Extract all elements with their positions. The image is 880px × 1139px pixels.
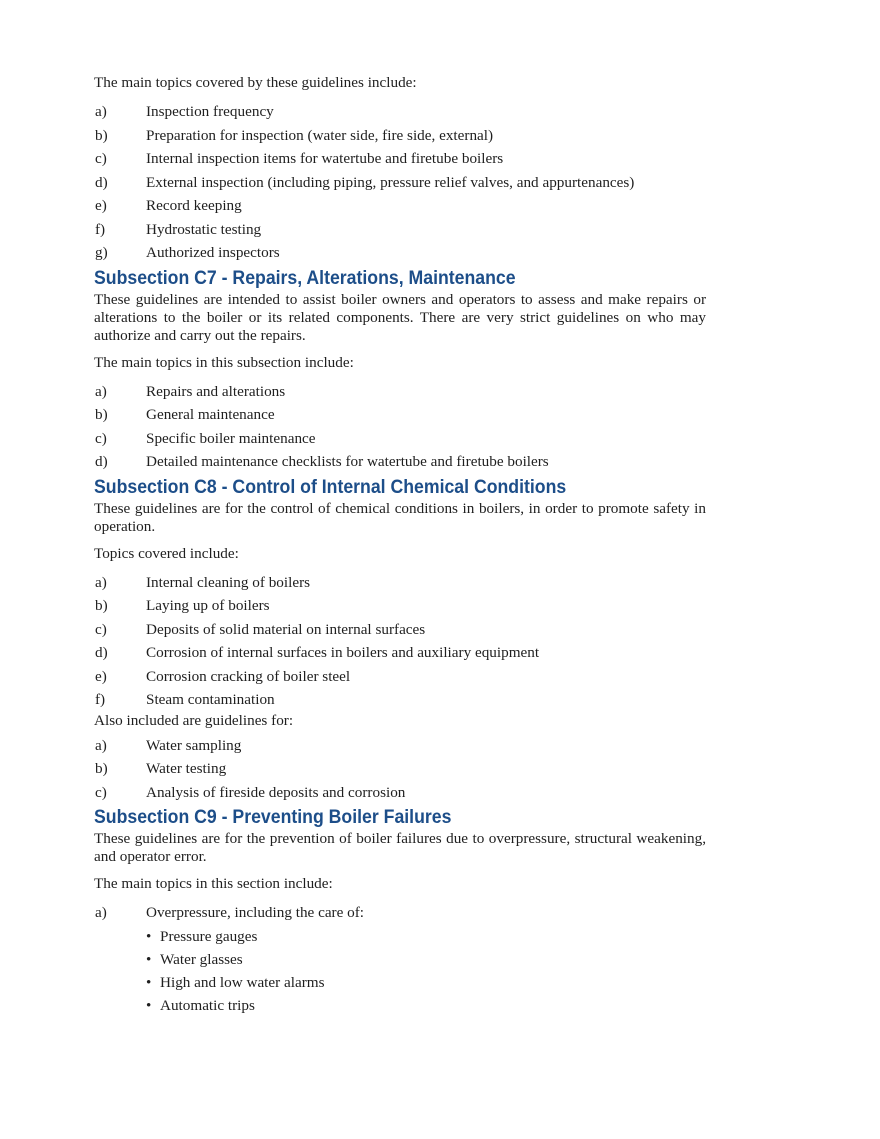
list-item [94,734,706,758]
list-item [94,901,706,925]
list-item [94,147,706,171]
list-marker: f) [95,220,106,238]
list-item [94,571,706,595]
list-item-text: Internal inspection items for watertube and firetube boilers [146,150,504,167]
list-item-text: Overpressure, including the care of: [146,904,365,921]
list-marker: c) [95,429,107,447]
list-marker: b) [95,406,108,423]
list-marker: c) [95,783,107,801]
list-item [94,194,706,218]
list-marker: a) [95,736,107,754]
c7-paragraph: These guidelines are intended to assist boiler owners and operators to assess and make repairs or alterations to the boiler or its related components. There are very strict guidelines on who may authorize and carry out the repairs. [94,290,706,344]
list-marker: e) [95,197,107,214]
list-marker: a) [95,103,107,120]
list-item [94,241,706,265]
list-item-text: Inspection frequency [146,103,274,120]
list-item-text: Detailed maintenance checklists for watertube and firetube boilers [146,453,549,470]
list-item-text: Specific boiler maintenance [146,429,316,447]
list-marker: a) [95,573,107,591]
list-item-text: External inspection (including piping, pressure relief valves, and appurtenances) [146,173,635,191]
bullet-item-text: Automatic trips [160,996,255,1014]
list-item-text: Preparation for inspection (water side, fire side, external) [146,126,494,144]
c8-also-intro: Also included are guidelines for: [94,711,294,729]
c8-also-list [94,734,706,805]
c7-topic-list [94,380,706,474]
list-item-text: Internal cleaning of boilers [146,573,311,591]
bullet-item [146,948,706,971]
page-content [94,74,706,1017]
list-item [94,757,706,781]
list-item [94,641,706,665]
c6-topic-list [94,100,706,265]
list-item-text: Deposits of solid material on internal surfaces [146,620,426,638]
list-item [94,403,706,427]
c7-heading: Subsection C7 - Repairs, Alterations, Maintenance [94,267,516,289]
list-item-text: Analysis of fireside deposits and corrosion [146,783,406,801]
c8-paragraph: These guidelines are for the control of chemical conditions in boilers, in order to promote safety in operation. [94,499,706,535]
list-item [94,171,706,195]
list-item [94,124,706,148]
list-item-text: General maintenance [146,406,275,423]
list-marker: a) [95,904,107,921]
c9-bullet-list [94,925,706,1017]
c7-intro: The main topics in this subsection include: [94,353,354,371]
list-item [94,427,706,451]
list-item [94,380,706,404]
list-item-text: Corrosion cracking of boiler steel [146,667,351,685]
bullet-marker: • [146,973,152,991]
list-item-text: Record keeping [146,197,242,214]
list-item [94,618,706,642]
bullet-item-text: Water glasses [160,950,243,968]
list-marker: f) [95,691,106,708]
list-item-text: Hydrostatic testing [146,220,262,238]
list-item [94,665,706,689]
list-marker: d) [95,453,108,470]
bullet-marker: • [146,996,152,1014]
list-marker: c) [95,150,107,167]
list-marker: b) [95,126,108,144]
list-marker: g) [95,244,108,261]
c8-intro: Topics covered include: [94,544,239,562]
list-item [94,781,706,805]
c6-intro: The main topics covered by these guidelines include: [94,74,417,91]
list-item-text: Water sampling [146,736,242,754]
list-item-text: Laying up of boilers [146,597,270,614]
list-marker: c) [95,620,107,638]
list-marker: b) [95,597,108,614]
list-item-text: Authorized inspectors [146,244,280,261]
list-marker: d) [95,173,108,191]
c8-heading: Subsection C8 - Control of Internal Chemical Conditions [94,476,567,498]
list-item [94,100,706,124]
bullet-item-text: Pressure gauges [160,927,258,945]
c9-paragraph: These guidelines are for the prevention of boiler failures due to overpressure, structural weakening, and operator error. [94,830,706,865]
list-item-text: Water testing [146,760,227,777]
bullet-item [146,971,706,994]
list-marker: b) [95,760,108,777]
list-marker: a) [95,382,107,400]
bullet-marker: • [146,927,152,945]
c9-intro: The main topics in this section include: [94,875,333,892]
list-item [94,450,706,474]
c8-topic-list [94,571,706,712]
c9-topic-list [94,901,706,925]
list-marker: e) [95,667,107,685]
list-item [94,688,706,712]
bullet-item-text: High and low water alarms [160,973,325,991]
c9-heading: Subsection C9 - Preventing Boiler Failures [94,807,452,828]
bullet-marker: • [146,950,152,968]
list-item [94,218,706,242]
list-item-text: Steam contamination [146,691,275,708]
list-item-text: Corrosion of internal surfaces in boilers and auxiliary equipment [146,644,540,661]
list-marker: d) [95,644,108,661]
list-item [94,594,706,618]
list-item-text: Repairs and alterations [146,382,286,400]
bullet-item [146,925,706,948]
bullet-item [146,994,706,1017]
